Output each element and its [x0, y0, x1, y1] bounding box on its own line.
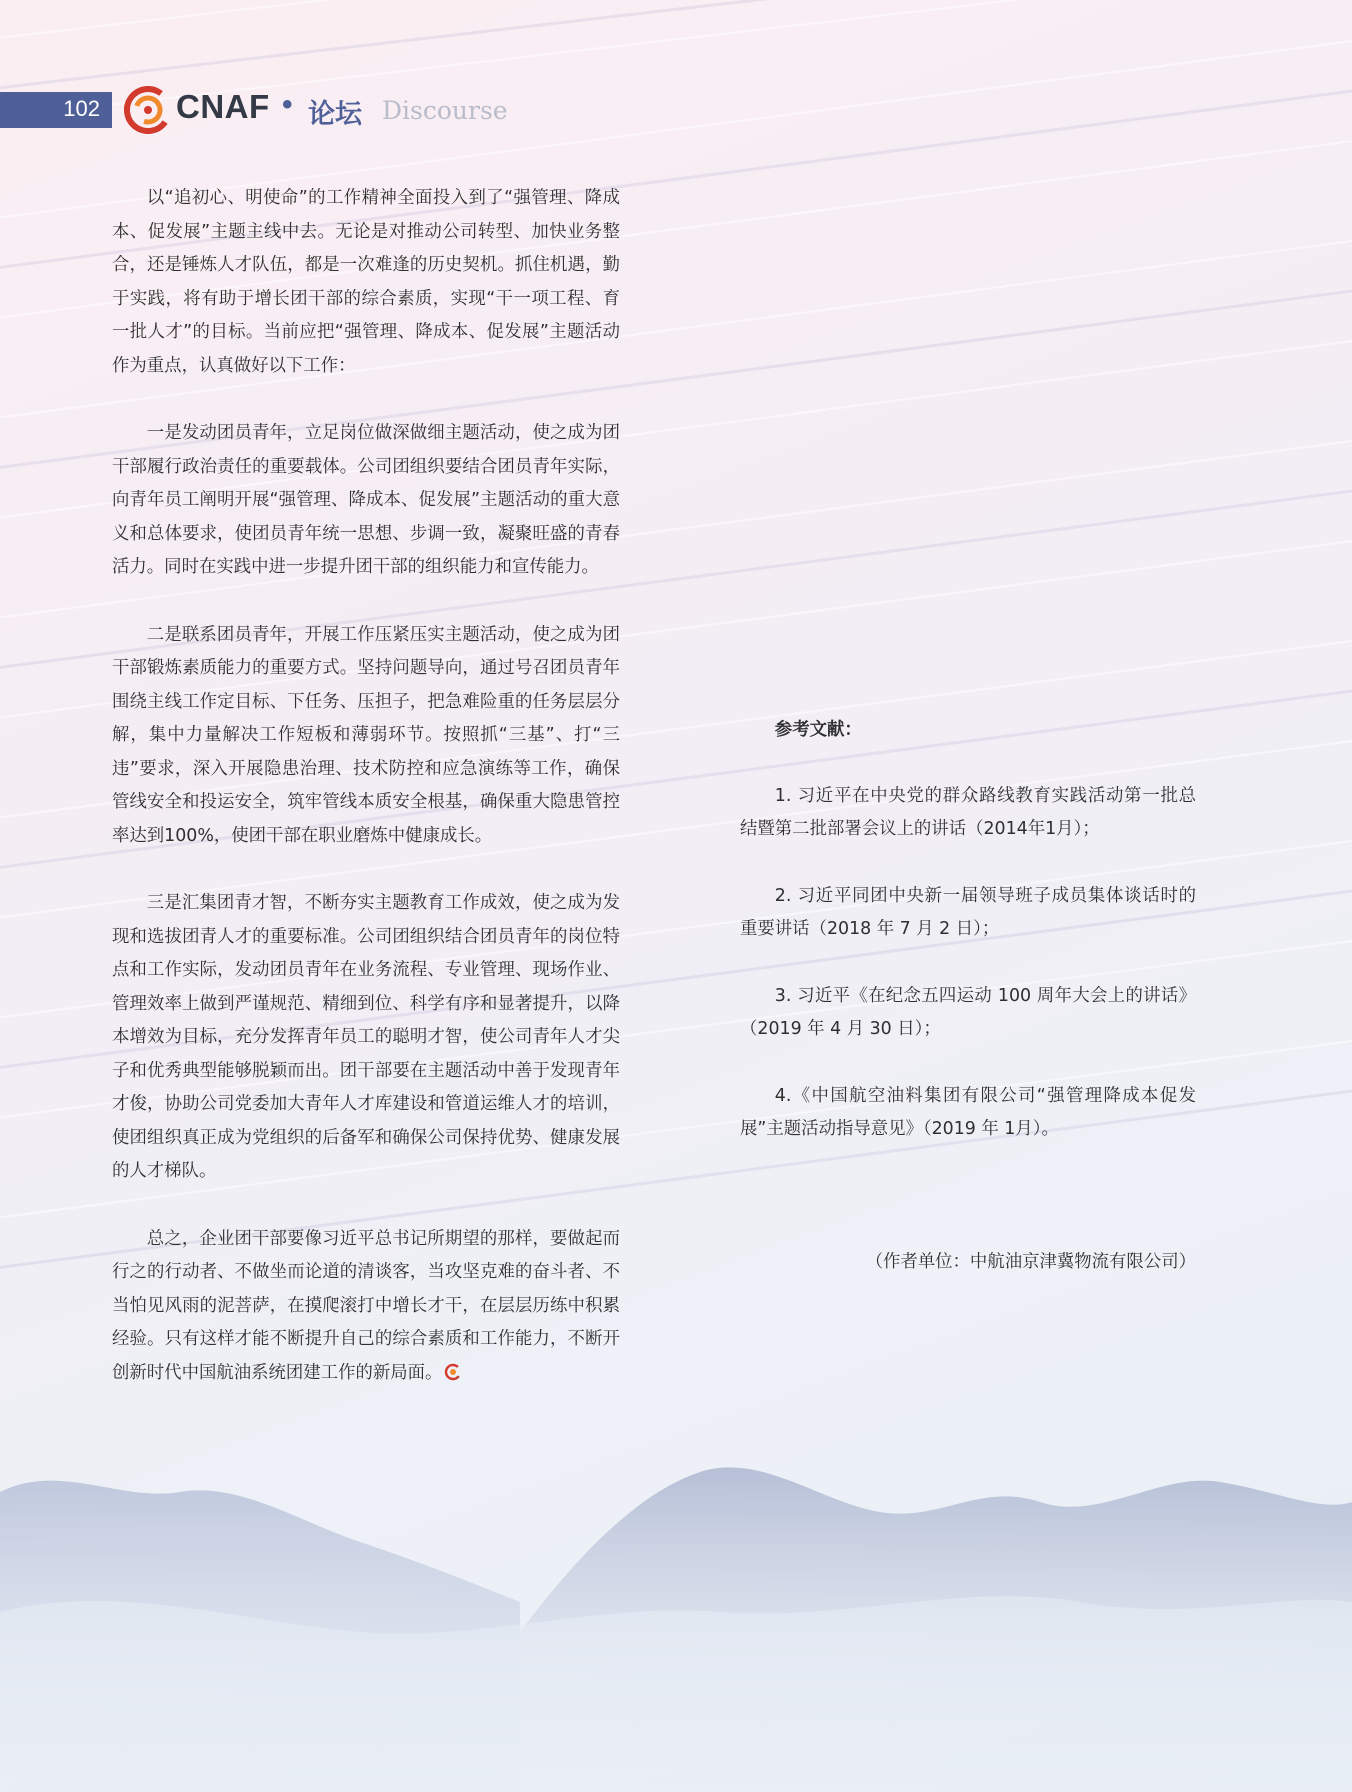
reference-item: 3. 习近平《在纪念五四运动 100 周年大会上的讲话》（2019 年 4 月 30 日）； [740, 985, 1196, 1039]
mountain-illustration [0, 1432, 1352, 1792]
paragraph: 二是联系团员青年，开展工作压紧压实主题活动，使之成为团干部锻炼素质能力的重要方式。坚持问题导向，通过号召团员青年围绕主线工作定目标、下任务、压担子，把急难险重的任务层层分解，集中力量解决工作短板和薄弱环节。按照抓“三基”、打“三违”要求，深入开展隐患治理、技术防控和应急演练等工作，确保管线安全和投运安全，筑牢管线本质安全根基，确保重大隐患管控率达到100%，使团干部在职业磨炼中健康成长。 [112, 624, 620, 846]
references-section [740, 714, 1196, 1180]
paragraph: 以“追初心、明使命”的工作精神全面投入到了“强管理、降成本、促发展”主题主线中去。无论是对推动公司转型、加快业务整合，还是锤炼人才队伍，都是一次难逢的历史契机。抓住机遇，勤于实践，将有助于增长团干部的综合素质，实现“干一项工程、育一批人才”的目标。当前应把“强管理、降成本、促发展”主题活动作为重点，认真做好以下工作： [112, 188, 620, 376]
article-body [112, 182, 620, 1424]
reference-item: 2. 习近平同团中央新一届领导班子成员集体谈话时的重要讲话（2018 年 7 月 2 日）； [740, 885, 1196, 939]
section-title-en: Discourse [382, 96, 508, 125]
reference-item: 1. 习近平在中央党的群众路线教育实践活动第一批总结暨第二批部署会议上的讲话（2014年1月）； [740, 785, 1196, 839]
page-number-tab [0, 92, 112, 128]
reference-item: 4.《中国航空油料集团有限公司“强管理降成本促发展”主题活动指导意见》（2019 年 1月）。 [740, 1085, 1196, 1139]
closing-paragraph [112, 1223, 620, 1391]
brand-separator-dot: • [282, 88, 293, 121]
section-title-cn: 论坛 [308, 99, 362, 130]
paragraph: 一是发动团员青年，立足岗位做深做细主题活动，使之成为团干部履行政治责任的重要载体。公司团组织要结合团员青年实际，向青年员工阐明开展“强管理、降成本、促发展”主题活动的重大意义和总体要求，使团员青年统一思想、步调一致，凝聚旺盛的青春活力。同时在实践中进一步提升团干部的组织能力和宣传能力。 [112, 423, 620, 577]
page-number: 102 [63, 96, 100, 121]
brand-name: CNAF [176, 88, 270, 125]
closing-paragraph-text: 总之，企业团干部要像习近平总书记所期望的那样，要做起而行之的行动者、不做坐而论道的清谈客，当攻坚克难的奋斗者、不当怕见风雨的泥菩萨，在摸爬滚打中增长才干，在层层历练中积累经验。只有这样才能不断提升自己的综合素质和工作能力，不断开创新时代中国航油系统团建工作的新局面。 [112, 1228, 620, 1383]
end-mark-icon [444, 1363, 462, 1381]
cnaf-logo-icon [124, 86, 172, 134]
author-affiliation: （作者单位：中航油京津冀物流有限公司） [865, 1252, 1196, 1272]
references-title: 参考文献： [774, 720, 862, 740]
paragraph: 三是汇集团青才智，不断夯实主题教育工作成效，使之成为发现和选拔团青人才的重要标准。公司团组织结合团员青年的岗位特点和工作实际，发动团员青年在业务流程、专业管理、现场作业、管理效率上做到严谨规范、精细到位、科学有序和显著提升，以降本增效为目标，充分发挥青年员工的聪明才智，使公司青年人才尖子和优秀典型能够脱颖而出。团干部要在主题活动中善于发现青年才俊，协助公司党委加大青年人才库建设和管道运维人才的培训，使团组织真正成为党组织的后备军和确保公司保持优势、健康发展的人才梯队。 [112, 893, 620, 1181]
